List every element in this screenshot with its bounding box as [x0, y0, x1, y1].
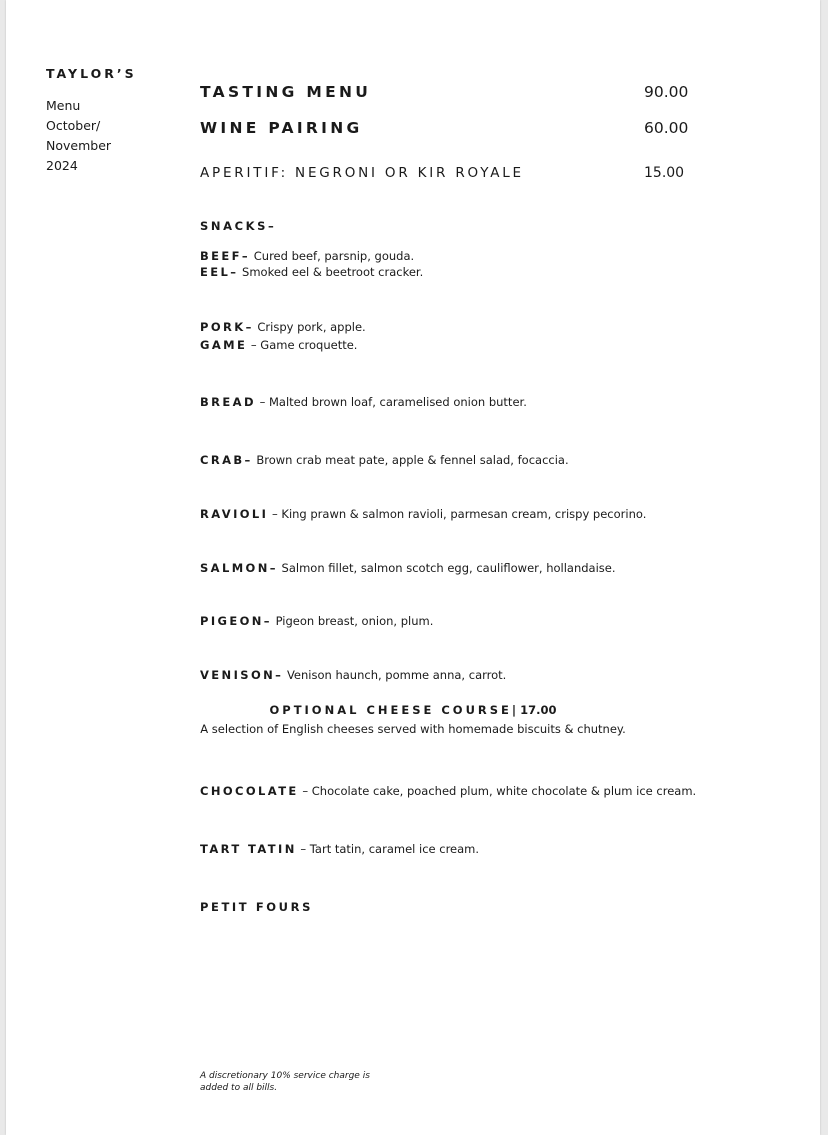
- dish-venison: [200, 668, 506, 682]
- menu-date-line-2: November: [46, 138, 112, 153]
- dish-description: Crispy pork, apple.: [253, 320, 366, 334]
- dish-description: – Game croquette.: [247, 338, 358, 352]
- dish-description: Salmon fillet, salmon scotch egg, cauliflower, hollandaise.: [277, 561, 616, 575]
- restaurant-name: TAYLOR’S: [46, 66, 137, 81]
- dish-tart-tatin: [200, 842, 479, 856]
- dish-name: GAME: [200, 338, 248, 352]
- cheese-course-name: OPTIONAL CHEESE COURSE: [269, 703, 512, 717]
- cheese-course-description: A selection of English cheeses served with homemade biscuits & chutney.: [200, 722, 626, 736]
- dish-pork: [200, 320, 366, 334]
- menu-date-line-3: 2024: [46, 158, 78, 173]
- dish-name: PORK–: [200, 320, 254, 334]
- dish-chocolate: [200, 784, 696, 798]
- dish-name: CHOCOLATE: [200, 784, 299, 798]
- tasting-menu-price: 90.00: [644, 83, 689, 101]
- dish-name: RAVIOLI: [200, 507, 269, 521]
- service-charge-note-line-1: A discretionary 10% service charge is: [200, 1071, 370, 1081]
- dish-description: Pigeon breast, onion, plum.: [271, 614, 434, 628]
- dish-name: CRAB–: [200, 453, 253, 467]
- tasting-menu-label: TASTING MENU: [200, 83, 372, 101]
- dish-bread: [200, 395, 527, 409]
- dish-crab: [200, 453, 569, 467]
- dish-name: VENISON–: [200, 668, 284, 682]
- dish-description: – Tart tatin, caramel ice cream.: [296, 842, 480, 856]
- dish-description: – Chocolate cake, poached plum, white chocolate & plum ice cream.: [298, 784, 697, 798]
- dish-description: Venison haunch, pomme anna, carrot.: [283, 668, 507, 682]
- service-charge-note-line-2: added to all bills.: [200, 1083, 278, 1093]
- dish-name: EEL–: [200, 265, 239, 279]
- dish-beef: [200, 249, 414, 263]
- wine-pairing-price: 60.00: [644, 119, 689, 137]
- dish-name: BREAD: [200, 395, 256, 409]
- dish-description: – Malted brown loaf, caramelised onion butter.: [255, 395, 527, 409]
- dish-name: BEEF–: [200, 249, 251, 263]
- wine-pairing-label: WINE PAIRING: [200, 119, 363, 137]
- dish-name: PIGEON–: [200, 614, 272, 628]
- dish-description: Cured beef, parsnip, gouda.: [250, 249, 415, 263]
- dish-description: Brown crab meat pate, apple & fennel salad, focaccia.: [252, 453, 569, 467]
- dish-game: [200, 338, 357, 352]
- menu-date-line-1: October/: [46, 118, 101, 133]
- dish-name: SALMON–: [200, 561, 278, 575]
- petit-fours-heading: PETIT FOURS: [200, 900, 313, 914]
- dish-ravioli: [200, 507, 646, 521]
- aperitif-price: 15.00: [644, 165, 685, 181]
- dish-name: TART TATIN: [200, 842, 297, 856]
- dish-eel: [200, 265, 423, 279]
- menu-label: Menu: [46, 98, 81, 113]
- aperitif-label: APERITIF: NEGRONI OR KIR ROYALE: [200, 165, 524, 181]
- cheese-course-price: | 17.00: [511, 703, 557, 717]
- dish-pigeon: [200, 614, 433, 628]
- cheese-course-heading: [6, 703, 820, 717]
- dish-description: – King prawn & salmon ravioli, parmesan cream, crispy pecorino.: [268, 507, 647, 521]
- dish-salmon: [200, 561, 616, 575]
- menu-page: [6, 0, 820, 1135]
- dish-description: Smoked eel & beetroot cracker.: [238, 265, 424, 279]
- snacks-heading: SNACKS–: [200, 219, 277, 233]
